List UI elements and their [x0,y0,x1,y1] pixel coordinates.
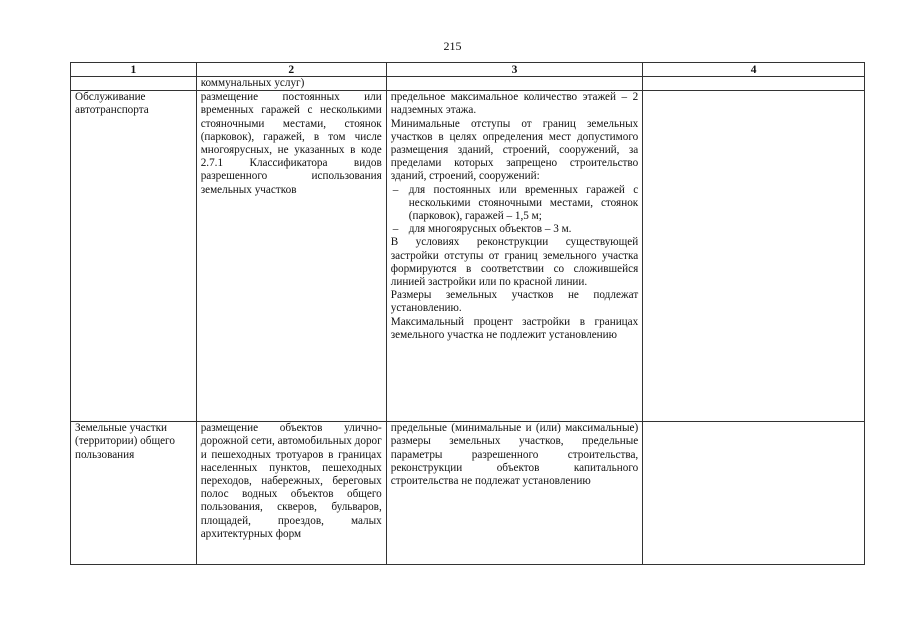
list-item: – для постоянных или временных гаражей с несколькими стояночными местами, стоянок (парковок), гаражей – 1,5 м; [391,184,638,224]
use-type-description: размещение постоянных или временных гаражей с несколькими стояночными местами, стоянок (парковок), гаражей, в том числе многоярусных, не указанных в коде 2.7.1 Классификатора видов разрешенного использования земельных участков [196,91,386,422]
use-type-name: Обслуживание автотранспорта [71,91,197,422]
table-row [71,422,865,565]
table-row [71,91,865,422]
param-paragraph: Размеры земельных участков не подлежат установлению. [390,289,639,315]
header-col-3: 3 [386,63,642,77]
header-col-1: 1 [71,63,197,77]
continuation-text: коммунальных услуг) [196,77,386,91]
cell-empty [386,77,642,91]
header-col-2: 2 [196,63,386,77]
cell-empty [71,77,197,91]
continuation-row [71,77,865,91]
cell-empty [643,77,865,91]
param-paragraph: предельное максимальное количество этажей – 2 надземных этажа. [390,91,639,117]
param-paragraph: В условиях реконструкции существующей застройки отступы от границ земельного участка формируются в соответствии со сложившейся линией застройки или по красной линии. [390,236,639,289]
use-type-parameters [386,91,642,422]
use-type-description: размещение объектов улично-дорожной сети, автомобильных дорог и пешеходных тротуаров в границах населенных пунктов, пешеходных переходов, набережных, береговых полос водных объектов общего пользования, скверов, бульваров, площадей, проездов, малых архитектурных форм [196,422,386,565]
page-number: 215 [443,39,462,53]
header-col-4: 4 [643,63,865,77]
notes-cell [643,91,865,422]
use-type-parameters [386,422,642,565]
regulations-table [70,62,865,565]
list-item: – для многоярусных объектов – 3 м. [391,223,638,236]
use-type-name: Земельные участки (территории) общего пользования [71,422,197,565]
param-paragraph: предельные (минимальные и (или) максимальные) размеры земельных участков, предельные параметры разрешенного строительства, реконструкции объектов капитального строительства не подлежат установлению [390,422,639,488]
param-paragraph: Максимальный процент застройки в границах земельного участка не подлежит установлению [390,315,639,341]
param-list [391,184,638,237]
notes-cell [643,422,865,565]
param-paragraph: Минимальные отступы от границ земельных участков в целях определения мест допустимого размещения зданий, строений, сооружений, за пределами которых запрещено строительство зданий, строений, сооружений: [390,117,639,183]
table-header-row [71,63,865,77]
